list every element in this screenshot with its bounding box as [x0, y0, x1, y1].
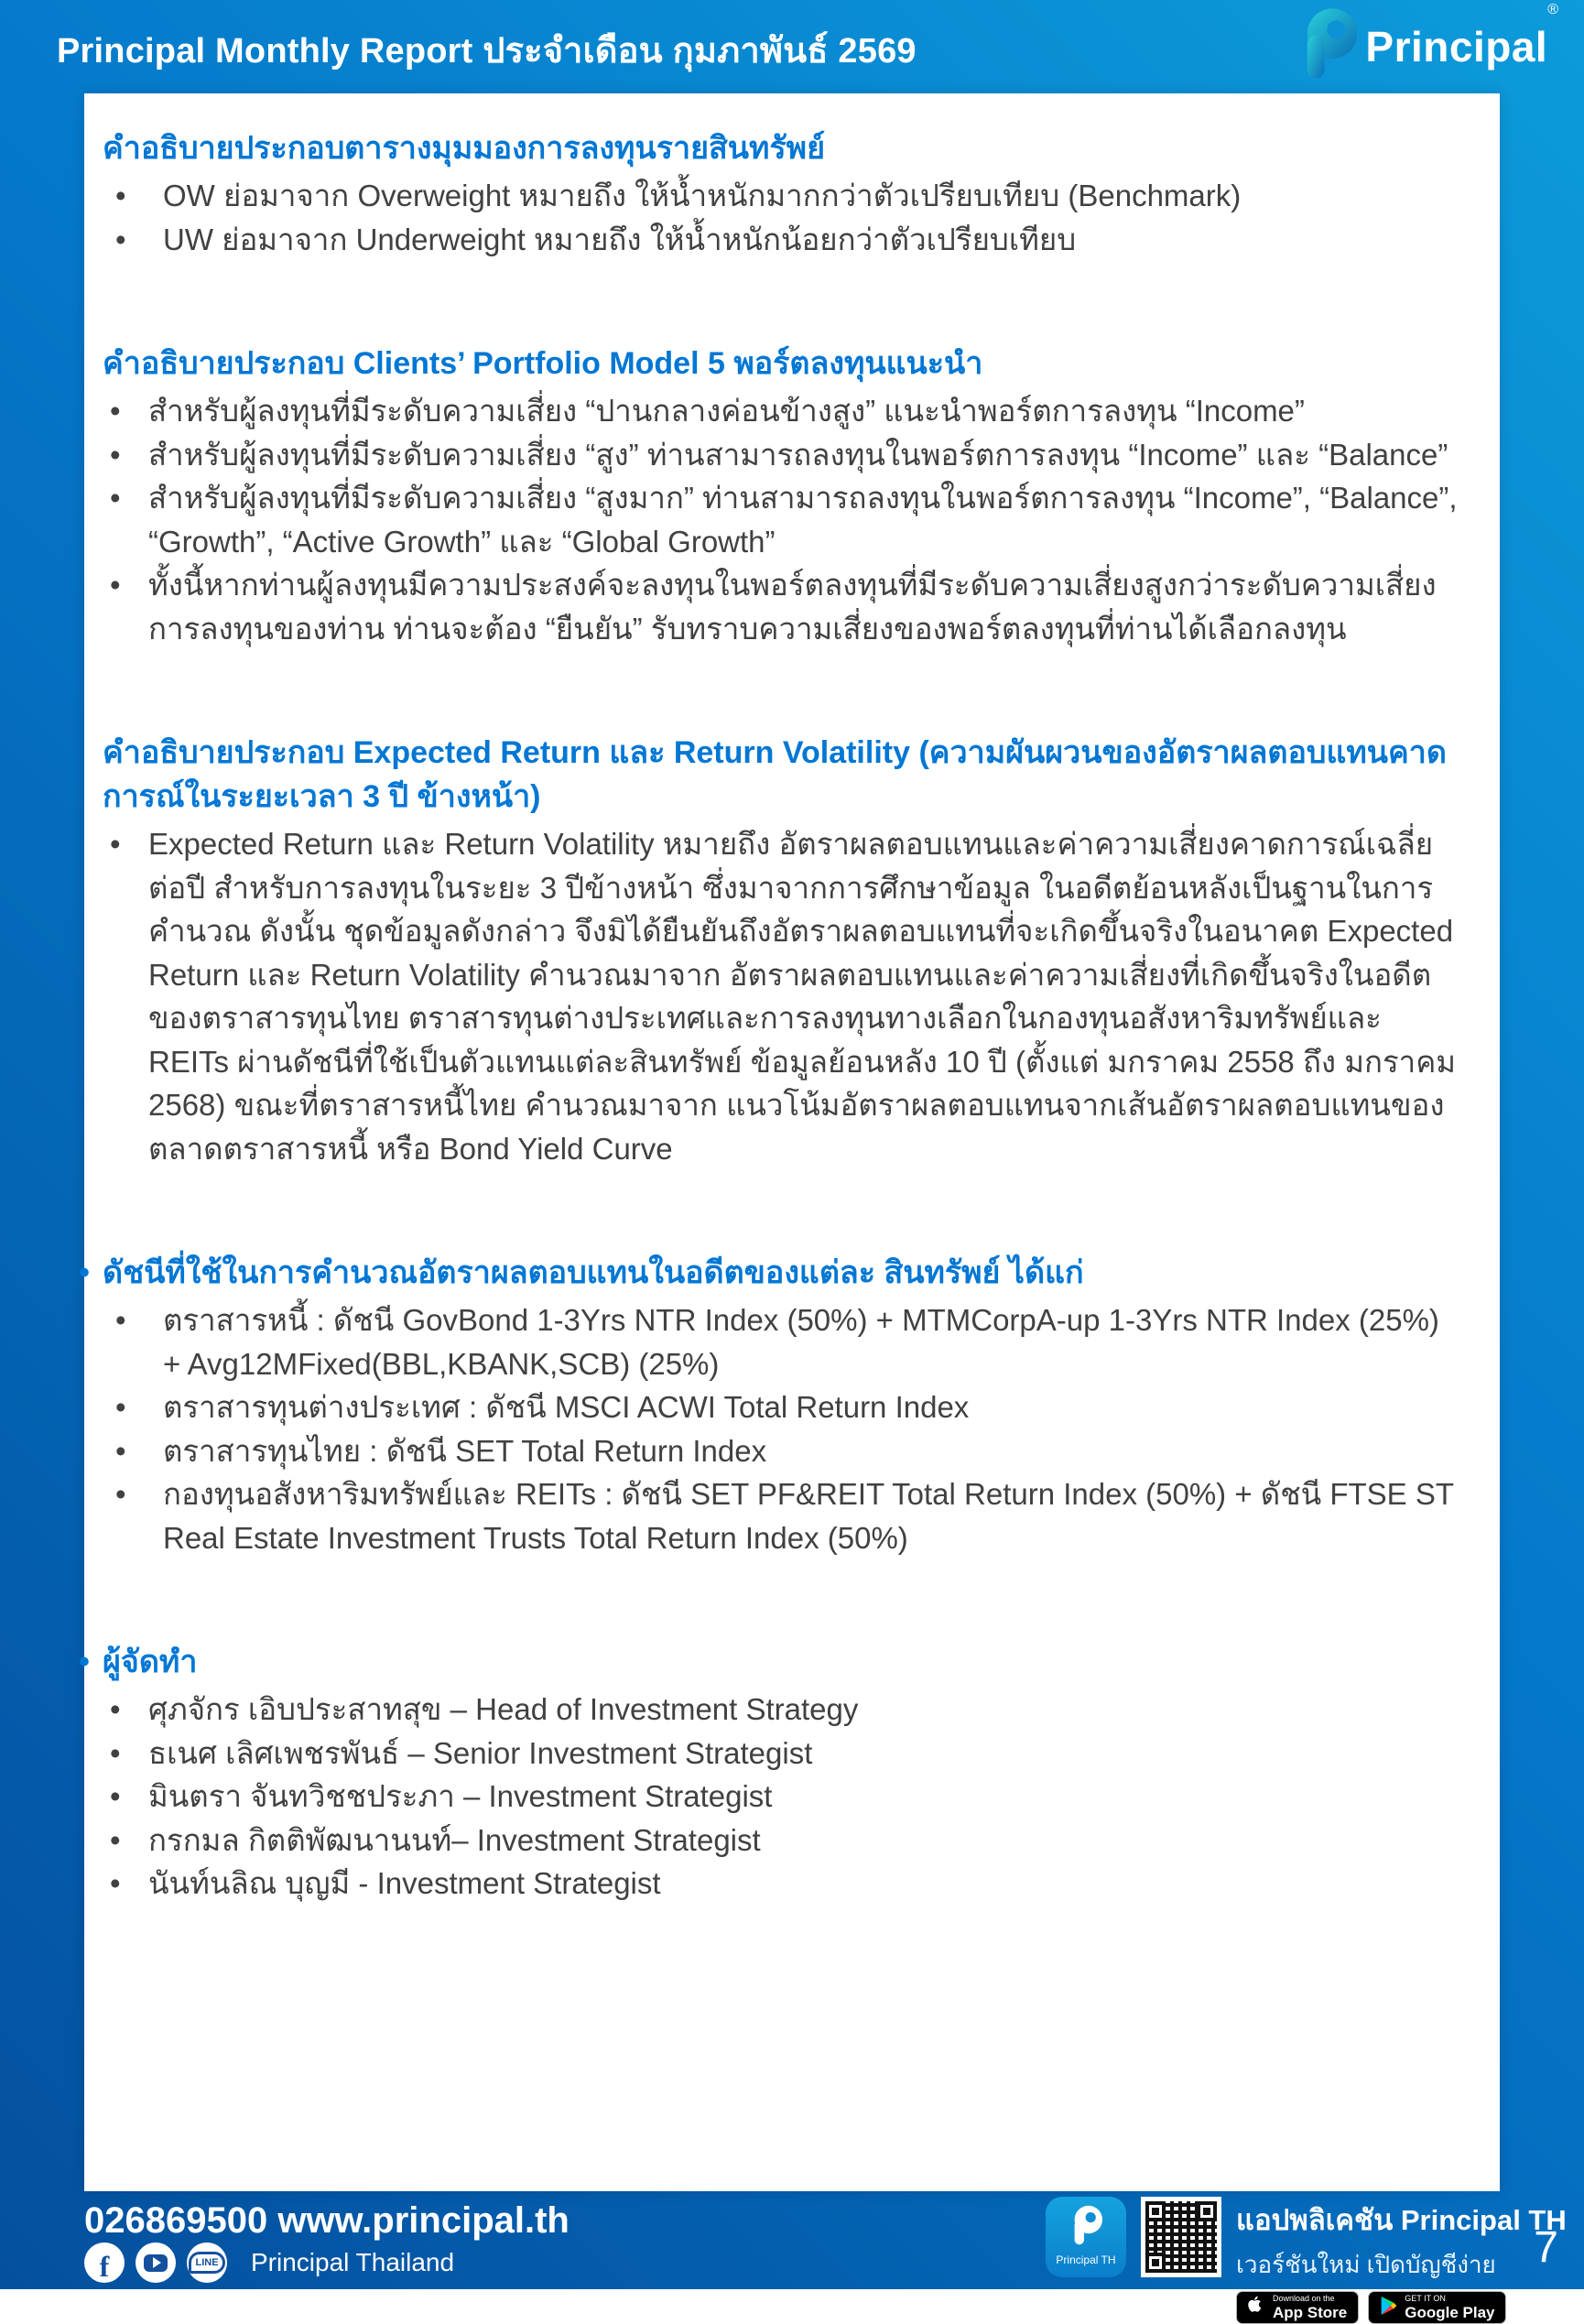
section-heading: • ผู้จัดทำ	[103, 1640, 1461, 1684]
app-promo-text	[1236, 2197, 1567, 2324]
page-title: Principal Monthly Report ประจำเดือน กุมภาพันธ์ 2569	[57, 32, 917, 71]
page-number: 7	[1534, 2223, 1558, 2272]
section-authors	[103, 1640, 1461, 1906]
list-item: • สำหรับผู้ลงทุนที่มีระดับความเสี่ยง “สูง” ท่านสามารถลงทุนในพอร์ตการลงทุน “Income” และ “Balance”	[103, 433, 1461, 477]
bullet-list	[103, 174, 1461, 261]
list-item: • ตราสารหนี้ : ดัชนี GovBond 1-3Yrs NTR Index (50%) + MTMCorpA-up 1-3Yrs NTR Index (25%) + Avg12MFixed(BBL,KBANK,SCB) (25%)	[103, 1298, 1461, 1385]
list-item: • ตราสารทุนต่างประเทศ : ดัชนี MSCI ACWI Total Return Index	[103, 1385, 1461, 1429]
phone-and-website[interactable]: 026869500 www.principal.th	[84, 2200, 570, 2241]
youtube-icon[interactable]	[136, 2243, 176, 2283]
bullet-list	[103, 1688, 1461, 1906]
app-title: แอปพลิเคชัน Principal TH	[1236, 2204, 1567, 2236]
registered-mark: ®	[1547, 2, 1558, 17]
social-caption: Principal Thailand	[251, 2248, 455, 2276]
list-item: • กรกมล กิตติพัฒนานนท์– Investment Strategist	[103, 1819, 1461, 1862]
list-item: • ศุภจักร เอิบประสาทสุข – Head of Investment Strategy	[103, 1688, 1461, 1732]
section-heading: คำอธิบายประกอบ Expected Return และ Return Volatility (ความผันผวนของอัตราผลตอบแทนคาดการณ์ในระยะเวลา 3 ปี ข้างหน้า)	[103, 735, 1447, 814]
list-item: • ทั้งนี้หากท่านผู้ลงทุนมีความประสงค์จะลงทุนในพอร์ตลงทุนที่มีระดับความเสี่ยงสูงกว่าระดับความเสี่ยงการลงทุนของท่าน ท่านจะต้อง “ยืนยัน” รับทราบความเสี่ยงของพอร์ตลงทุนที่ท่านได้เลือกลงทุน	[103, 563, 1461, 650]
qr-code	[1141, 2197, 1221, 2277]
app-store-badge[interactable]: Download on the App Store	[1236, 2291, 1359, 2324]
section-indices	[103, 1251, 1461, 1559]
facebook-icon[interactable]: f	[84, 2243, 125, 2283]
section-portfolio-model	[103, 342, 1461, 650]
bullet-list	[103, 822, 1461, 1170]
store-badges	[1236, 2291, 1567, 2324]
app-icon-label: Principal TH	[1056, 2253, 1116, 2266]
list-item: • กองทุนอสังหาริมทรัพย์และ REITs : ดัชนี SET PF&REIT Total Return Index (50%) + ดัชนี FTSE ST Real Estate Investment Trusts Total Return Index (50%)	[103, 1472, 1461, 1559]
section-expected-return	[103, 731, 1461, 1170]
page-header	[0, 0, 1584, 93]
apple-icon	[1248, 2295, 1266, 2321]
principal-p-mark-icon	[1069, 2204, 1102, 2250]
google-play-icon	[1380, 2296, 1398, 2320]
list-item: • สำหรับผู้ลงทุนที่มีระดับความเสี่ยง “สูงมาก” ท่านสามารถลงทุนในพอร์ตการลงทุน “Income”, “Balance”, “Growth”, “Active Growth” และ “Global Growth”	[103, 476, 1461, 563]
principal-logo	[1297, 2, 1558, 86]
list-item: • OW ย่อมาจาก Overweight หมายถึง ให้น้ำหนักมากกว่าตัวเปรียบเทียบ (Benchmark)	[103, 174, 1461, 218]
list-item: • มินตรา จันทวิชชประภา – Investment Strategist	[103, 1775, 1461, 1819]
principal-th-app-icon	[1046, 2197, 1126, 2277]
bullet-list	[103, 389, 1461, 650]
list-item: • UW ย่อมาจาก Underweight หมายถึง ให้น้ำหนักน้อยกว่าตัวเปรียบเทียบ	[103, 218, 1461, 262]
section-heading: คำอธิบายประกอบ Clients’ Portfolio Model 5 พอร์ตลงทุนแนะนำ	[103, 346, 983, 381]
list-item: • สำหรับผู้ลงทุนที่มีระดับความเสี่ยง “ปานกลางค่อนข้างสูง” แนะนำพอร์ตการลงทุน “Income”	[103, 389, 1461, 433]
list-item: • ตราสารทุนไทย : ดัชนี SET Total Return Index	[103, 1429, 1461, 1473]
brand-name: Principal®	[1365, 2, 1558, 71]
bullet-list	[103, 1298, 1461, 1559]
section-asset-view	[103, 126, 1461, 261]
social-links-row	[84, 2243, 454, 2283]
google-play-badge[interactable]: GET IT ON Google Play	[1368, 2291, 1506, 2324]
line-icon[interactable]: LINE	[187, 2243, 227, 2283]
section-heading: คำอธิบายประกอบตารางมุมมองการลงทุนรายสินทรัพย์	[103, 131, 825, 166]
list-item: • นันท์นลิณ บุญมี - Investment Strategist	[103, 1862, 1461, 1906]
page-footer	[0, 2191, 1584, 2321]
principal-p-mark-icon	[1297, 7, 1358, 86]
list-item: • Expected Return และ Return Volatility หมายถึง อัตราผลตอบแทนและค่าความเสี่ยงคาดการณ์เฉลี่ยต่อปี สำหรับการลงทุนในระยะ 3 ปีข้างหน้า ซึ่งมาจากการศึกษาข้อมูล ในอดีตย้อนหลังเป็นฐานในการคำนวณ ดังนั้น ชุดข้อมูลดังกล่าว จึงมิได้ยืนยันถึงอัตราผลตอบแทนที่จะเกิดขึ้นจริงในอนาคต Expected Return และ Return Volatility คำนวณมาจาก อัตราผลตอบแทนและค่าความเสี่ยงที่เกิดขึ้นจริงในอดีตของตราสารทุนไทย ตราสารทุนต่างประเทศและการลงทุนทางเลือกในกองทุนอสังหาริมทรัพย์และ REITs ผ่านดัชนีที่ใช้เป็นตัวแทนแต่ละสินทรัพย์ ข้อมูลย้อนหลัง 10 ปี (ตั้งแต่ มกราคม 2558 ถึง มกราคม 2568) ขณะที่ตราสารหนี้ไทย คำนวณมาจาก แนวโน้มอัตราผลตอบแทนจากเส้นอัตราผลตอบแทนของตลาดตราสารหนี้ หรือ Bond Yield Curve	[103, 822, 1461, 1170]
app-promo-cluster	[1046, 2197, 1567, 2324]
list-item: • ธเนศ เลิศเพชรพันธ์ – Senior Investment Strategist	[103, 1732, 1461, 1776]
app-subtitle: เวอร์ชันใหม่ เปิดบัญชีง่าย	[1236, 2251, 1496, 2278]
section-heading: • ดัชนีที่ใช้ในการคำนวณอัตราผลตอบแทนในอดีตของแต่ละ สินทรัพย์ ได้แก่	[103, 1251, 1461, 1295]
content-card	[84, 93, 1500, 2191]
